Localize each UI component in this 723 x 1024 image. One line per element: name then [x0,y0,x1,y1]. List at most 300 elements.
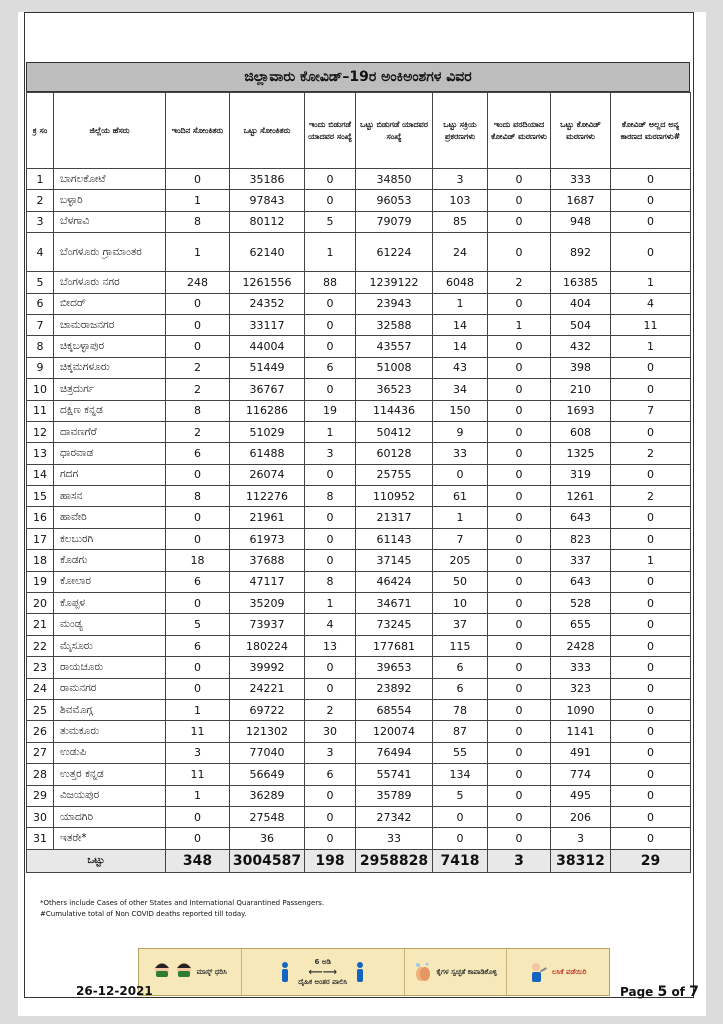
value-cell: 0 [488,785,551,806]
value-cell: 0 [305,293,356,314]
value-cell: 8 [305,486,356,507]
value-cell: 6 [433,657,488,678]
serial-cell: 30 [27,806,54,827]
district-name-cell: ಯಾದಗಿರಿ [54,806,166,827]
value-cell: 5 [433,785,488,806]
value-cell: 1 [166,785,230,806]
serial-cell: 7 [27,314,54,335]
value-cell: 608 [551,421,611,442]
value-cell: 8 [166,400,230,421]
value-cell: 51029 [230,421,305,442]
value-cell: 50412 [356,421,433,442]
value-cell: 80112 [230,211,305,232]
table-row [27,379,691,400]
value-cell: 0 [166,528,230,549]
value-cell: 27342 [356,806,433,827]
value-cell: 114436 [356,400,433,421]
value-cell: 5 [166,614,230,635]
value-cell: 1693 [551,400,611,421]
value-cell: 0 [488,379,551,400]
value-cell: 0 [488,635,551,656]
value-cell: 0 [488,614,551,635]
value-cell: 56649 [230,764,305,785]
value-cell: 432 [551,336,611,357]
value-cell: 46424 [356,571,433,592]
value-cell: 2 [611,443,691,464]
value-cell: 0 [305,828,356,849]
value-cell: 97843 [230,190,305,211]
value-cell: 2 [611,486,691,507]
district-name-cell: ಚಿಕ್ಕಬಳ್ಳಾಪುರ [54,336,166,357]
value-cell: 39992 [230,657,305,678]
value-cell: 0 [611,464,691,485]
value-cell: 0 [488,507,551,528]
value-cell: 16385 [551,272,611,293]
value-cell: 85 [433,211,488,232]
person-icon [351,961,369,983]
value-cell: 51449 [230,357,305,378]
handwash-segment [405,949,508,995]
value-cell: 3 [166,742,230,763]
value-cell: 0 [611,571,691,592]
serial-cell: 3 [27,211,54,232]
value-cell: 25755 [356,464,433,485]
table-row [27,721,691,742]
value-cell: 0 [166,806,230,827]
value-cell: 7 [611,400,691,421]
value-cell: 36 [230,828,305,849]
serial-cell: 16 [27,507,54,528]
value-cell: 0 [611,657,691,678]
table-body [27,169,691,873]
vaccine-icon [530,961,548,983]
district-name-cell: ಮಂಡ್ಯ [54,614,166,635]
value-cell: 180224 [230,635,305,656]
value-cell: 1 [611,550,691,571]
value-cell: 0 [166,169,230,190]
value-cell: 323 [551,678,611,699]
table-row [27,764,691,785]
value-cell: 0 [305,379,356,400]
hand-wash-icon [414,961,432,983]
value-cell: 47117 [230,571,305,592]
value-cell: 0 [305,507,356,528]
serial-cell: 4 [27,233,54,272]
value-cell: 0 [611,806,691,827]
value-cell: 1 [611,272,691,293]
table-row [27,443,691,464]
value-cell: 73937 [230,614,305,635]
value-cell: 33 [356,828,433,849]
value-cell: 88 [305,272,356,293]
value-cell: 51008 [356,357,433,378]
total-value-cell: 3004587 [230,849,305,872]
district-name-cell: ಉತ್ತರ ಕನ್ನಡ [54,764,166,785]
value-cell: 24352 [230,293,305,314]
value-cell: 948 [551,211,611,232]
value-cell: 0 [488,828,551,849]
awareness-banner [138,948,610,996]
total-value-cell: 3 [488,849,551,872]
district-name-cell: ಚಿಕ್ಕಮಗಳೂರು [54,357,166,378]
value-cell: 0 [488,443,551,464]
page-total: 7 [689,984,699,1000]
value-cell: 35186 [230,169,305,190]
value-cell: 0 [611,211,691,232]
value-cell: 0 [611,742,691,763]
value-cell: 14 [433,336,488,357]
value-cell: 79079 [356,211,433,232]
table-row [27,657,691,678]
value-cell: 0 [611,593,691,614]
district-name-cell: ಚಾಮರಾಜನಗರ [54,314,166,335]
value-cell: 0 [611,635,691,656]
value-cell: 112276 [230,486,305,507]
district-name-cell: ಬೆಂಗಳೂರು ನಗರ [54,272,166,293]
value-cell: 36289 [230,785,305,806]
value-cell: 0 [166,593,230,614]
value-cell: 2 [166,379,230,400]
value-cell: 0 [611,233,691,272]
value-cell: 11 [166,764,230,785]
table-row [27,486,691,507]
table-row [27,828,691,849]
value-cell: 1261 [551,486,611,507]
value-cell: 0 [488,233,551,272]
value-cell: 0 [611,169,691,190]
district-name-cell: ಚಿತ್ರದುರ್ಗ [54,379,166,400]
value-cell: 0 [488,721,551,742]
serial-cell: 13 [27,443,54,464]
serial-cell: 24 [27,678,54,699]
table-title: ಜಿಲ್ಲಾವಾರು ಕೋವಿಡ್–19ರ ಅಂಕಿಅಂಶಗಳ ವಿವರ [26,62,690,92]
value-cell: 0 [488,486,551,507]
value-cell: 0 [488,464,551,485]
value-cell: 0 [488,678,551,699]
value-cell: 1325 [551,443,611,464]
serial-cell: 17 [27,528,54,549]
distance-segment [242,949,405,995]
value-cell: 61224 [356,233,433,272]
total-value-cell: 2958828 [356,849,433,872]
district-name-cell: ಕೊಪ್ಪಳ [54,593,166,614]
value-cell: 6048 [433,272,488,293]
value-cell: 2 [305,699,356,720]
value-cell: 0 [611,699,691,720]
column-header: ಇಂದು ವರದಿಯಾದ ಕೋವಿಡ್ ಮರಣಗಳು [488,93,551,169]
value-cell: 73245 [356,614,433,635]
value-cell: 3 [551,828,611,849]
value-cell: 0 [611,721,691,742]
value-cell: 35789 [356,785,433,806]
page-prefix: Page [620,985,654,999]
value-cell: 528 [551,593,611,614]
district-name-cell: ಬೀದರ್ [54,293,166,314]
district-name-cell: ರಾಯಚೂರು [54,657,166,678]
value-cell: 0 [166,293,230,314]
district-name-cell: ಹಾಸನ [54,486,166,507]
value-cell: 0 [166,336,230,357]
value-cell: 6 [166,443,230,464]
table-row [27,169,691,190]
value-cell: 504 [551,314,611,335]
table-row [27,678,691,699]
table-row [27,211,691,232]
value-cell: 248 [166,272,230,293]
serial-cell: 6 [27,293,54,314]
value-cell: 0 [166,678,230,699]
serial-cell: 15 [27,486,54,507]
value-cell: 36767 [230,379,305,400]
total-row [27,849,691,872]
serial-cell: 8 [27,336,54,357]
value-cell: 495 [551,785,611,806]
value-cell: 120074 [356,721,433,742]
value-cell: 1687 [551,190,611,211]
value-cell: 0 [166,828,230,849]
district-name-cell: ಗದಗ [54,464,166,485]
total-value-cell: 29 [611,849,691,872]
value-cell: 0 [305,314,356,335]
value-cell: 61973 [230,528,305,549]
value-cell: 0 [611,764,691,785]
value-cell: 61 [433,486,488,507]
value-cell: 55 [433,742,488,763]
value-cell: 35209 [230,593,305,614]
serial-cell: 5 [27,272,54,293]
value-cell: 76494 [356,742,433,763]
value-cell: 0 [305,785,356,806]
report-date: 26-12-2021 [76,984,153,998]
value-cell: 2 [166,421,230,442]
table-row [27,528,691,549]
value-cell: 0 [488,657,551,678]
value-cell: 11 [611,314,691,335]
district-name-cell: ಮೈಸೂರು [54,635,166,656]
value-cell: 0 [488,571,551,592]
value-cell: 404 [551,293,611,314]
table-row [27,571,691,592]
value-cell: 655 [551,614,611,635]
value-cell: 3 [305,742,356,763]
value-cell: 0 [488,806,551,827]
table-row [27,400,691,421]
mask-text: ಮಾಸ್ಕ್ ಧರಿಸಿ [196,967,227,976]
value-cell: 0 [488,357,551,378]
table-row [27,507,691,528]
value-cell: 3 [433,169,488,190]
serial-cell: 2 [27,190,54,211]
value-cell: 0 [488,211,551,232]
value-cell: 2428 [551,635,611,656]
value-cell: 0 [611,785,691,806]
value-cell: 333 [551,169,611,190]
value-cell: 398 [551,357,611,378]
value-cell: 0 [305,190,356,211]
value-cell: 0 [488,550,551,571]
value-cell: 11 [166,721,230,742]
column-header: ಕ್ರ ಸಂ [27,93,54,169]
value-cell: 50 [433,571,488,592]
value-cell: 61488 [230,443,305,464]
value-cell: 3 [305,443,356,464]
value-cell: 0 [305,678,356,699]
district-name-cell: ಬಾಗಲಕೋಟೆ [54,169,166,190]
column-header: ಜಿಲ್ಲೆಯ ಹೆಸರು [54,93,166,169]
district-name-cell: ಹಾವೇರಿ [54,507,166,528]
value-cell: 0 [488,293,551,314]
footnotes [40,898,324,920]
table-row [27,233,691,272]
value-cell: 643 [551,507,611,528]
serial-cell: 21 [27,614,54,635]
serial-cell: 29 [27,785,54,806]
table-row [27,550,691,571]
district-name-cell: ಬೆಳಗಾವಿ [54,211,166,232]
value-cell: 121302 [230,721,305,742]
serial-cell: 10 [27,379,54,400]
district-name-cell: ದಾವಣಗೆರೆ [54,421,166,442]
value-cell: 60128 [356,443,433,464]
serial-cell: 11 [27,400,54,421]
value-cell: 0 [611,379,691,400]
value-cell: 0 [305,528,356,549]
value-cell: 21317 [356,507,433,528]
value-cell: 0 [488,699,551,720]
value-cell: 14 [433,314,488,335]
serial-cell: 25 [27,699,54,720]
district-name-cell: ಇತರೇ* [54,828,166,849]
table-row [27,464,691,485]
value-cell: 205 [433,550,488,571]
value-cell: 1 [305,233,356,272]
value-cell: 1 [166,190,230,211]
value-cell: 0 [166,314,230,335]
value-cell: 1 [166,699,230,720]
district-name-cell: ಶಿವಮೊಗ್ಗ [54,699,166,720]
serial-cell: 18 [27,550,54,571]
value-cell: 1 [433,293,488,314]
value-cell: 8 [166,486,230,507]
table-row [27,293,691,314]
district-name-cell: ಕಲಬುರಗಿ [54,528,166,549]
district-name-cell: ರಾಮನಗರ [54,678,166,699]
value-cell: 30 [305,721,356,742]
value-cell: 0 [433,828,488,849]
mask-segment [139,949,242,995]
value-cell: 4 [305,614,356,635]
value-cell: 1 [611,336,691,357]
value-cell: 24 [433,233,488,272]
value-cell: 26074 [230,464,305,485]
distance-text: ದೈಹಿಕ ಅಂತರ ಪಾಲಿಸಿ [298,977,348,986]
value-cell: 18 [166,550,230,571]
page-number [620,984,699,1000]
serial-cell: 14 [27,464,54,485]
column-header: ಒಟ್ಟು ಸೋಂಕಿತರು [230,93,305,169]
column-header: ಕೋವಿಡ್ ಅಲ್ಲದ ಅನ್ಯ ಕಾರಣದ ಮರಣಗಳು# [611,93,691,169]
value-cell: 0 [611,507,691,528]
value-cell: 6 [305,357,356,378]
value-cell: 206 [551,806,611,827]
total-value-cell: 7418 [433,849,488,872]
value-cell: 1 [166,233,230,272]
table-row [27,272,691,293]
serial-cell: 23 [27,657,54,678]
value-cell: 0 [488,742,551,763]
value-cell: 55741 [356,764,433,785]
value-cell: 87 [433,721,488,742]
value-cell: 0 [166,464,230,485]
value-cell: 1 [305,421,356,442]
district-name-cell: ಕೋಲಾರ [54,571,166,592]
masked-face-icon [153,961,171,983]
value-cell: 643 [551,571,611,592]
value-cell: 0 [611,828,691,849]
footnote-others: *Others include Cases of other States and International Quarantined Passengers. [40,899,325,907]
total-value-cell: 348 [166,849,230,872]
value-cell: 7 [433,528,488,549]
value-cell: 23892 [356,678,433,699]
value-cell: 6 [433,678,488,699]
table-row [27,421,691,442]
value-cell: 2 [166,357,230,378]
value-cell: 0 [611,190,691,211]
value-cell: 43557 [356,336,433,357]
value-cell: 27548 [230,806,305,827]
district-name-cell: ಬೆಂಗಳೂರು ಗ್ರಾಮಾಂತರ [54,233,166,272]
vaccine-text: ಲಸಿಕೆ ಪಡೆಯಿರಿ [551,967,587,976]
table-header [27,93,691,169]
page-of: of [671,985,685,999]
table-row [27,699,691,720]
value-cell: 21961 [230,507,305,528]
value-cell: 0 [611,528,691,549]
serial-cell: 27 [27,742,54,763]
value-cell: 4 [611,293,691,314]
value-cell: 69722 [230,699,305,720]
value-cell: 0 [305,169,356,190]
footnote-non-covid: #Cumulative total of Non COVID deaths reported till today. [40,910,247,918]
value-cell: 8 [166,211,230,232]
value-cell: 2 [488,272,551,293]
district-name-cell: ಕೊಡಗು [54,550,166,571]
value-cell: 1 [488,314,551,335]
value-cell: 39653 [356,657,433,678]
value-cell: 0 [488,421,551,442]
table-row [27,614,691,635]
district-name-cell: ವಿಜಯಪುರ [54,785,166,806]
value-cell: 1 [433,507,488,528]
value-cell: 333 [551,657,611,678]
column-header: ಒಟ್ಟು ಬಿಡುಗಡೆ ಯಾದವರ ಸಂಖ್ಯೆ [356,93,433,169]
value-cell: 337 [551,550,611,571]
serial-cell: 26 [27,721,54,742]
table-row [27,785,691,806]
value-cell: 61143 [356,528,433,549]
value-cell: 8 [305,571,356,592]
value-cell: 319 [551,464,611,485]
value-cell: 62140 [230,233,305,272]
column-header: ಇಂದಿನ ಸೋಂಕಿತರು [166,93,230,169]
value-cell: 0 [611,357,691,378]
value-cell: 0 [488,190,551,211]
serial-cell: 22 [27,635,54,656]
value-cell: 0 [488,169,551,190]
value-cell: 0 [611,614,691,635]
value-cell: 0 [305,657,356,678]
page-current: 5 [657,984,668,1000]
